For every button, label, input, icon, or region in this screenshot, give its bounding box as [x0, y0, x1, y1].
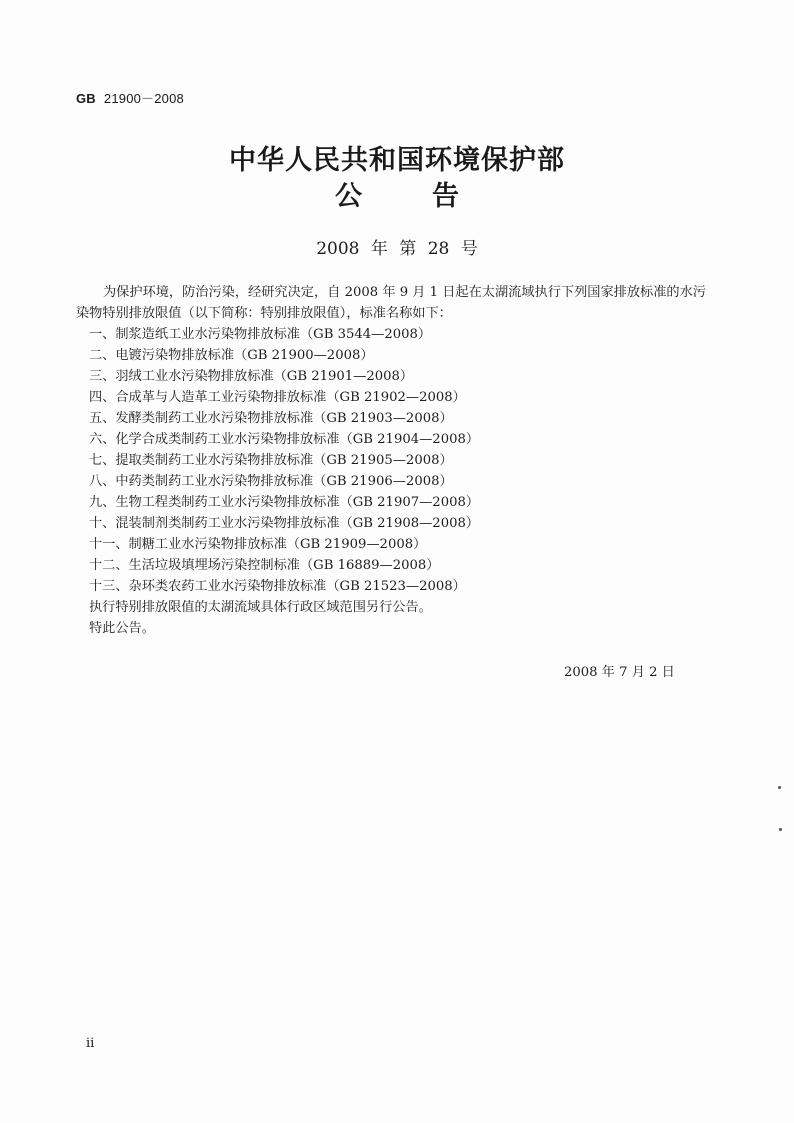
list-item: 六、化学合成类制药工业水污染物排放标准（GB 21904—2008） — [89, 432, 480, 447]
intro-paragraph: 为保护环境，防治污染，经研究决定，自 2008 年 9 月 1 日起在太湖流域执行下列国家排放标准的水污染物特别排放限值（以下简称：特别排放限值），标准名称如下： — [76, 285, 706, 321]
list-item: 四、合成革与人造革工业污染物排放标准（GB 21902—2008） — [89, 390, 466, 405]
list-item: 三、羽绒工业水污染物排放标准（GB 21901—2008） — [89, 369, 414, 384]
list-item: 十二、生活垃圾填埋场污染控制标准（GB 16889—2008） — [89, 558, 440, 573]
list-item: 九、生物工程类制药工业水污染物排放标准（GB 21907—2008） — [89, 495, 480, 510]
list-item: 十三、杂环类农药工业水污染物排放标准（GB 21523—2008） — [89, 579, 466, 594]
announcement-body — [76, 282, 716, 639]
announcement-subtitle: 公告 — [335, 181, 529, 212]
standard-code-header — [76, 88, 184, 107]
list-item: 八、中药类制药工业水污染物排放标准（GB 21906—2008） — [89, 474, 453, 489]
page-number: ii — [86, 1036, 95, 1051]
list-item: 十一、制糖工业水污染物排放标准（GB 21909—2008） — [89, 537, 427, 552]
announcement-issuer-title: 中华人民共和国环境保护部 — [229, 145, 565, 176]
announcement-date: 2008 年 7 月 2 日 — [564, 665, 675, 680]
standard-prefix: GB — [76, 91, 96, 106]
issue-number: 2008 年 第 28 号 — [316, 239, 478, 259]
list-item: 七、提取类制药工业水污染物排放标准（GB 21905—2008） — [89, 453, 453, 468]
list-item: 十、混装制剂类制药工业水污染物排放标准（GB 21908—2008） — [89, 516, 480, 531]
list-item: 五、发酵类制药工业水污染物排放标准（GB 21903—2008） — [89, 411, 453, 426]
standards-list — [76, 324, 716, 597]
closing-scope-note: 执行特别排放限值的太湖流域具体行政区域范围另行公告。 — [89, 600, 432, 615]
list-item: 一、制浆造纸工业水污染物排放标准（GB 3544—2008） — [89, 327, 432, 342]
closing-announcement: 特此公告。 — [89, 621, 155, 636]
scan-speck — [779, 828, 782, 831]
list-item: 二、电镀污染物排放标准（GB 21900—2008） — [89, 348, 374, 363]
standard-number: 21900－2008 — [103, 91, 184, 106]
scan-speck — [778, 786, 781, 789]
